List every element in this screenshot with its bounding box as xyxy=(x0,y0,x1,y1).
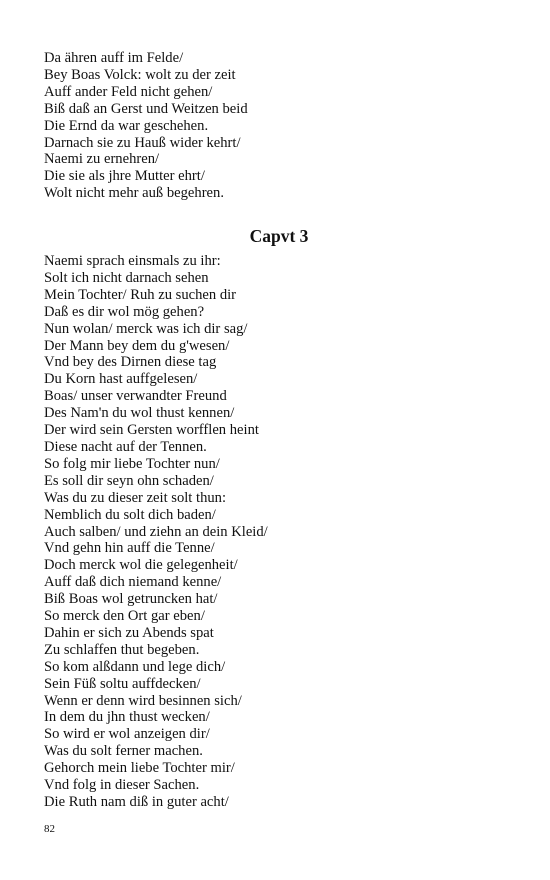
verse-line: Du Korn hast auffgelesen/ xyxy=(44,371,198,388)
verse-line: Des Nam'n du wol thust kennen/ xyxy=(44,405,235,422)
verse-line: Boas/ unser verwandter Freund xyxy=(44,388,227,405)
verse-line: Vnd bey des Dirnen diese tag xyxy=(44,354,217,371)
verse-line: Auff ander Feld nicht gehen/ xyxy=(44,83,213,100)
verse-line: So wird er wol anzeigen dir/ xyxy=(44,726,210,743)
verse-line: Die sie als jhre Mutter ehrt/ xyxy=(44,168,205,185)
verse-line: Vnd gehn hin auff die Tenne/ xyxy=(44,540,215,557)
verse-line: Nemblich du solt dich baden/ xyxy=(44,506,216,523)
verse-line: Daß es dir wol mög gehen? xyxy=(44,303,205,320)
stanza-before-chapter xyxy=(44,50,514,202)
verse-line: So kom alßdann und lege dich/ xyxy=(44,658,226,675)
verse-line: Diese nacht auf der Tennen. xyxy=(44,438,207,455)
verse-line: Doch merck wol die gelegenheit/ xyxy=(44,557,238,574)
verse-line: Naemi sprach einsmals zu ihr: xyxy=(44,253,221,269)
verse-line: Was du solt ferner machen. xyxy=(44,743,203,760)
verse-line: Bey Boas Volck: wolt zu der zeit xyxy=(44,66,236,83)
verse-line: Biß daß an Gerst und Weitzen beid xyxy=(44,100,248,117)
chapter-heading-text: Capvt 3 xyxy=(249,226,309,246)
verse-line: Wenn er denn wird besinnen sich/ xyxy=(44,692,242,709)
verse-line: Mein Tochter/ Ruh zu suchen dir xyxy=(44,286,237,303)
verse-line: In dem du jhn thust wecken/ xyxy=(44,709,210,726)
verse-line: Sein Füß soltu auffdecken/ xyxy=(44,675,201,692)
page-number: 82 xyxy=(44,823,55,835)
verse-line: Nun wolan/ merck was ich dir sag/ xyxy=(44,320,248,337)
verse-line: Auff daß dich niemand kenne/ xyxy=(44,574,222,591)
chapter-heading xyxy=(0,225,550,247)
verse-line: So merck den Ort gar eben/ xyxy=(44,608,205,625)
verse-line: Die Ernd da war geschehen. xyxy=(44,117,209,134)
verse-line: Solt ich nicht darnach sehen xyxy=(44,269,209,286)
stanza-chapter-3 xyxy=(44,253,514,811)
verse-line: Naemi zu ernehren/ xyxy=(44,151,160,168)
verse-line: Die Ruth nam diß in guter acht/ xyxy=(44,794,229,810)
verse-line: Biß Boas wol getruncken hat/ xyxy=(44,591,218,608)
verse-line: Wolt nicht mehr auß begehren. xyxy=(44,185,224,202)
verse-line: Da ähren auff im Felde/ xyxy=(44,50,184,66)
verse-line: Der wird sein Gersten worfflen heint xyxy=(44,422,259,439)
verse-line: Darnach sie zu Hauß wider kehrt/ xyxy=(44,134,241,151)
verse-line: Vnd folg in dieser Sachen. xyxy=(44,777,200,794)
verse-line: Gehorch mein liebe Tochter mir/ xyxy=(44,760,235,777)
verse-line: Dahin er sich zu Abends spat xyxy=(44,624,214,641)
verse-line: Es soll dir seyn ohn schaden/ xyxy=(44,472,214,489)
verse-line: Was du zu dieser zeit solt thun: xyxy=(44,489,227,506)
verse-line: So folg mir liebe Tochter nun/ xyxy=(44,455,220,472)
verse-line: Der Mann bey dem du g'wesen/ xyxy=(44,337,230,354)
verse-line: Zu schlaffen thut begeben. xyxy=(44,641,200,658)
verse-line: Auch salben/ und ziehn an dein Kleid/ xyxy=(44,523,268,540)
